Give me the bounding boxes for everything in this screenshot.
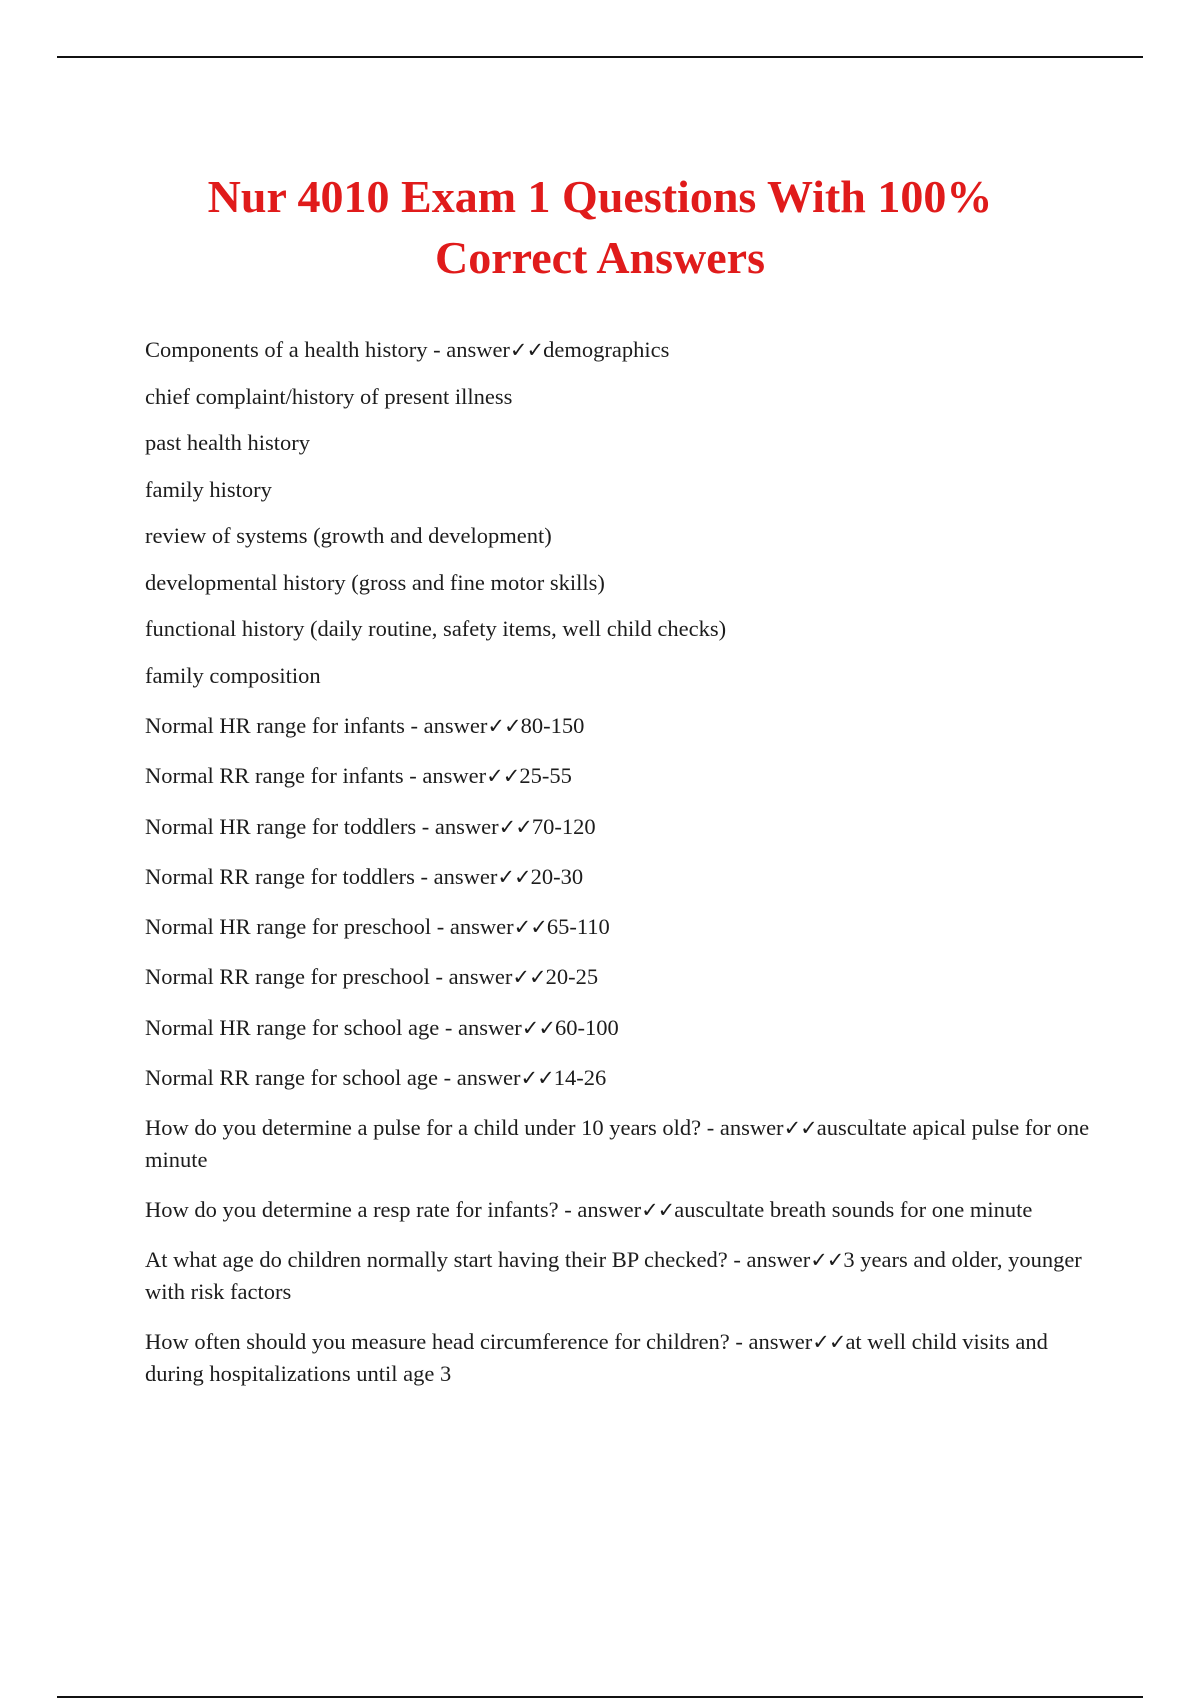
qa-item	[145, 710, 1105, 742]
question-text: Normal RR range for infants - answer	[145, 762, 487, 788]
answer-text: auscultate breath sounds for one minute	[674, 1196, 1033, 1222]
double-check-icon: ✓✓	[512, 964, 546, 989]
qa-item	[145, 811, 1105, 843]
double-check-icon: ✓✓	[641, 1197, 675, 1222]
qa-item	[145, 1244, 1105, 1308]
answer-text: demographics	[543, 337, 670, 362]
double-check-icon: ✓✓	[486, 763, 520, 788]
question-text: Normal RR range for preschool - answer	[145, 963, 513, 989]
double-check-icon: ✓✓	[498, 814, 532, 839]
question-text: How do you determine a pulse for a child under 10 years old? - answer	[145, 1114, 784, 1140]
question-text: How do you determine a resp rate for infants? - answer	[145, 1196, 642, 1222]
answer-text: 65-110	[546, 913, 610, 939]
answer-text: 20-25	[545, 963, 599, 989]
double-check-icon: ✓✓	[513, 914, 547, 939]
list-item: past health history	[145, 430, 310, 455]
top-rule	[57, 56, 1143, 58]
qa-item-health-history	[145, 334, 1105, 366]
qa-item	[145, 1326, 1105, 1390]
question-text: Normal RR range for toddlers - answer	[145, 863, 498, 889]
list-item: chief complaint/history of present illness	[145, 383, 513, 409]
list-item: family composition	[145, 662, 321, 688]
qa-item	[145, 760, 1105, 792]
double-check-icon: ✓✓	[810, 1247, 844, 1272]
answer-text: 70-120	[531, 813, 596, 839]
answer-text: 20-30	[530, 863, 584, 889]
answer-text: 80-150	[520, 712, 585, 738]
question-text: Normal RR range for school age - answer	[145, 1064, 521, 1090]
double-check-icon: ✓✓	[783, 1115, 817, 1140]
list-item: family history	[145, 476, 272, 502]
question-text: At what age do children normally start having their BP checked? - answer	[145, 1246, 811, 1272]
question-text: Normal HR range for toddlers - answer	[145, 813, 499, 839]
double-check-icon: ✓✓	[521, 1015, 555, 1040]
answer-text: 3 years and older, younger with risk factors	[145, 1246, 1082, 1304]
qa-list	[145, 334, 1105, 1390]
question-text: Normal HR range for infants - answer	[145, 712, 488, 738]
answer-text: at well child visits and during hospitalizations until age 3	[145, 1328, 1048, 1386]
bottom-rule	[57, 1696, 1143, 1698]
answer-text: auscultate apical pulse for one minute	[145, 1114, 1090, 1172]
qa-item	[145, 1194, 1105, 1226]
question-text: Components of a health history - answer	[145, 337, 510, 362]
answer-text: 25-55	[519, 762, 572, 788]
title-line-2: Correct Answers	[435, 232, 765, 283]
list-item: review of systems (growth and development)	[145, 523, 552, 548]
double-check-icon: ✓✓	[487, 713, 521, 738]
qa-item	[145, 1062, 1105, 1094]
question-text: Normal HR range for preschool - answer	[145, 913, 514, 939]
qa-item	[145, 1112, 1105, 1176]
double-check-icon: ✓✓	[509, 338, 544, 362]
qa-item	[145, 961, 1105, 993]
qa-item	[145, 911, 1105, 943]
document-title	[100, 166, 1100, 288]
double-check-icon: ✓✓	[812, 1329, 846, 1354]
qa-item	[145, 861, 1105, 893]
list-item: developmental history (gross and fine motor skills)	[145, 569, 605, 595]
title-line-1: Nur 4010 Exam 1 Questions With 100%	[207, 171, 993, 222]
list-item: functional history (daily routine, safety items, well child checks)	[145, 616, 727, 641]
double-check-icon: ✓✓	[497, 864, 531, 889]
qa-item	[145, 1012, 1105, 1044]
double-check-icon: ✓✓	[520, 1065, 554, 1090]
question-text: How often should you measure head circumference for children? - answer	[145, 1328, 813, 1354]
question-text: Normal HR range for school age - answer	[145, 1014, 522, 1040]
answer-text: 60-100	[554, 1014, 619, 1040]
answer-text: 14-26	[553, 1064, 607, 1090]
